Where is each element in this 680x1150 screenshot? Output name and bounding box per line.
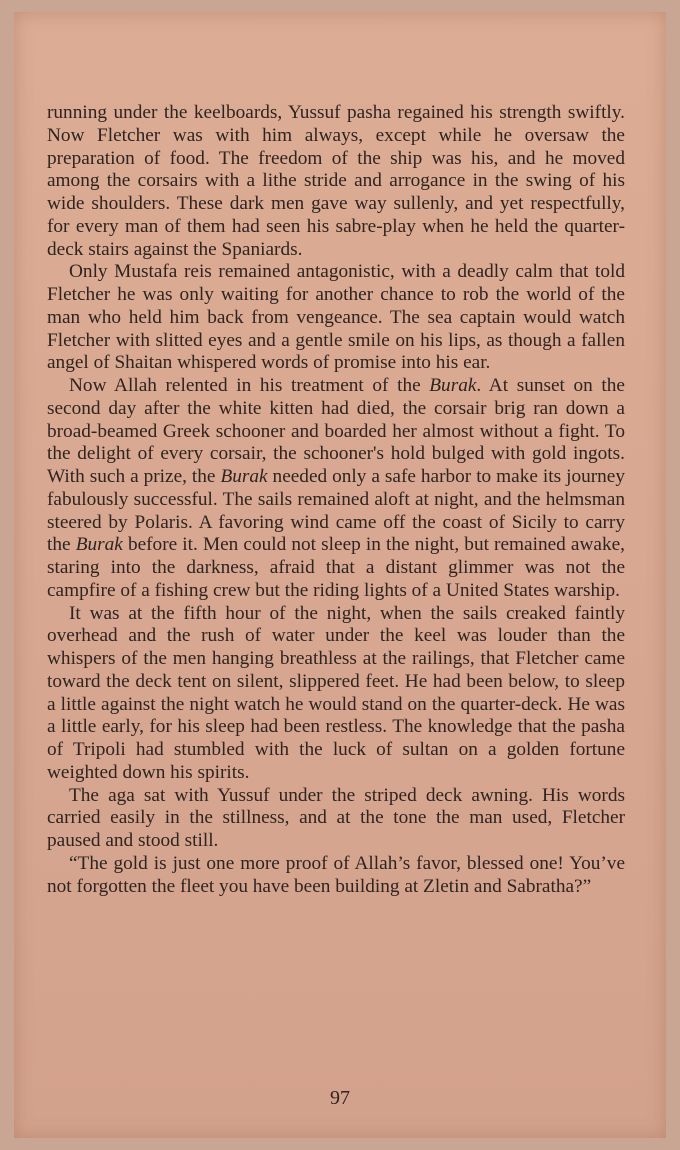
paragraph-2: Only Mustafa reis remained antagonistic, with a deadly calm that told Fletcher he was only waiting for another chance to rob the world of the man who held him back from vengeance. The sea captain would watch Fletcher with slitted eyes and a gentle smile on his lips, as though a fallen angel of Shaitan whispered words of promise into his ear. <box>47 261 625 374</box>
paragraph-1: running under the keelboards, Yussuf pasha regained his strength swiftly. Now Fletcher was with him always, except while he oversaw the preparation of food. The freedom of the ship was his, and he moved among the corsairs with a lithe stride and arrogance in the swing of his wide shoulders. These dark men gave way sullenly, and yet respectfully, for every man of them had seen his sabre-play when he held the quarter-deck stairs against the Spaniards. <box>47 102 625 260</box>
page-number: 97 <box>330 1087 350 1109</box>
paragraph-4: It was at the fifth hour of the night, when the sails creaked faintly overhead and the rush of water under the keel was louder than the whispers of the men hanging breathless at the railings, that Fletcher came toward the deck tent on silent, slippered feet. He had been below, to sleep a little against the night watch he would stand on the quarter-deck. He was a little early, for his sleep had been restless. The knowledge that the pasha of Tripoli had stumbled with the luck of sultan on a golden fortune weighted down his spirits. <box>47 602 625 783</box>
body-text <box>47 102 625 898</box>
book-page <box>14 12 666 1138</box>
paragraph-5: The aga sat with Yussuf under the striped deck awning. His words carried easily in the stillness, and at the tone the man used, Fletcher paused and stood still. <box>47 784 625 851</box>
paragraph-3: Now Allah relented in his treatment of the Burak. At sunset on the second day after the white kitten had died, the corsair brig ran down a broad-beamed Greek schooner and boarded her almost without a fight. To the delight of every corsair, the schooner's hold bulged with gold ingots. With such a prize, the Burak needed only a safe harbor to make its journey fabulously successful. The sails remained aloft at night, and the helmsman steered by Polaris. A favoring wind came off the coast of Sicily to carry the Burak before it. Men could not sleep in the night, but remained awake, staring into the darkness, afraid that a distant glimmer was not the campfire of a fishing crew but the riding lights of a United States warship. <box>47 375 625 601</box>
paragraph-6: “The gold is just one more proof of Allah’s favor, blessed one! You’ve not forgotten the fleet you have been building at Zletin and Sabratha?” <box>47 852 625 897</box>
